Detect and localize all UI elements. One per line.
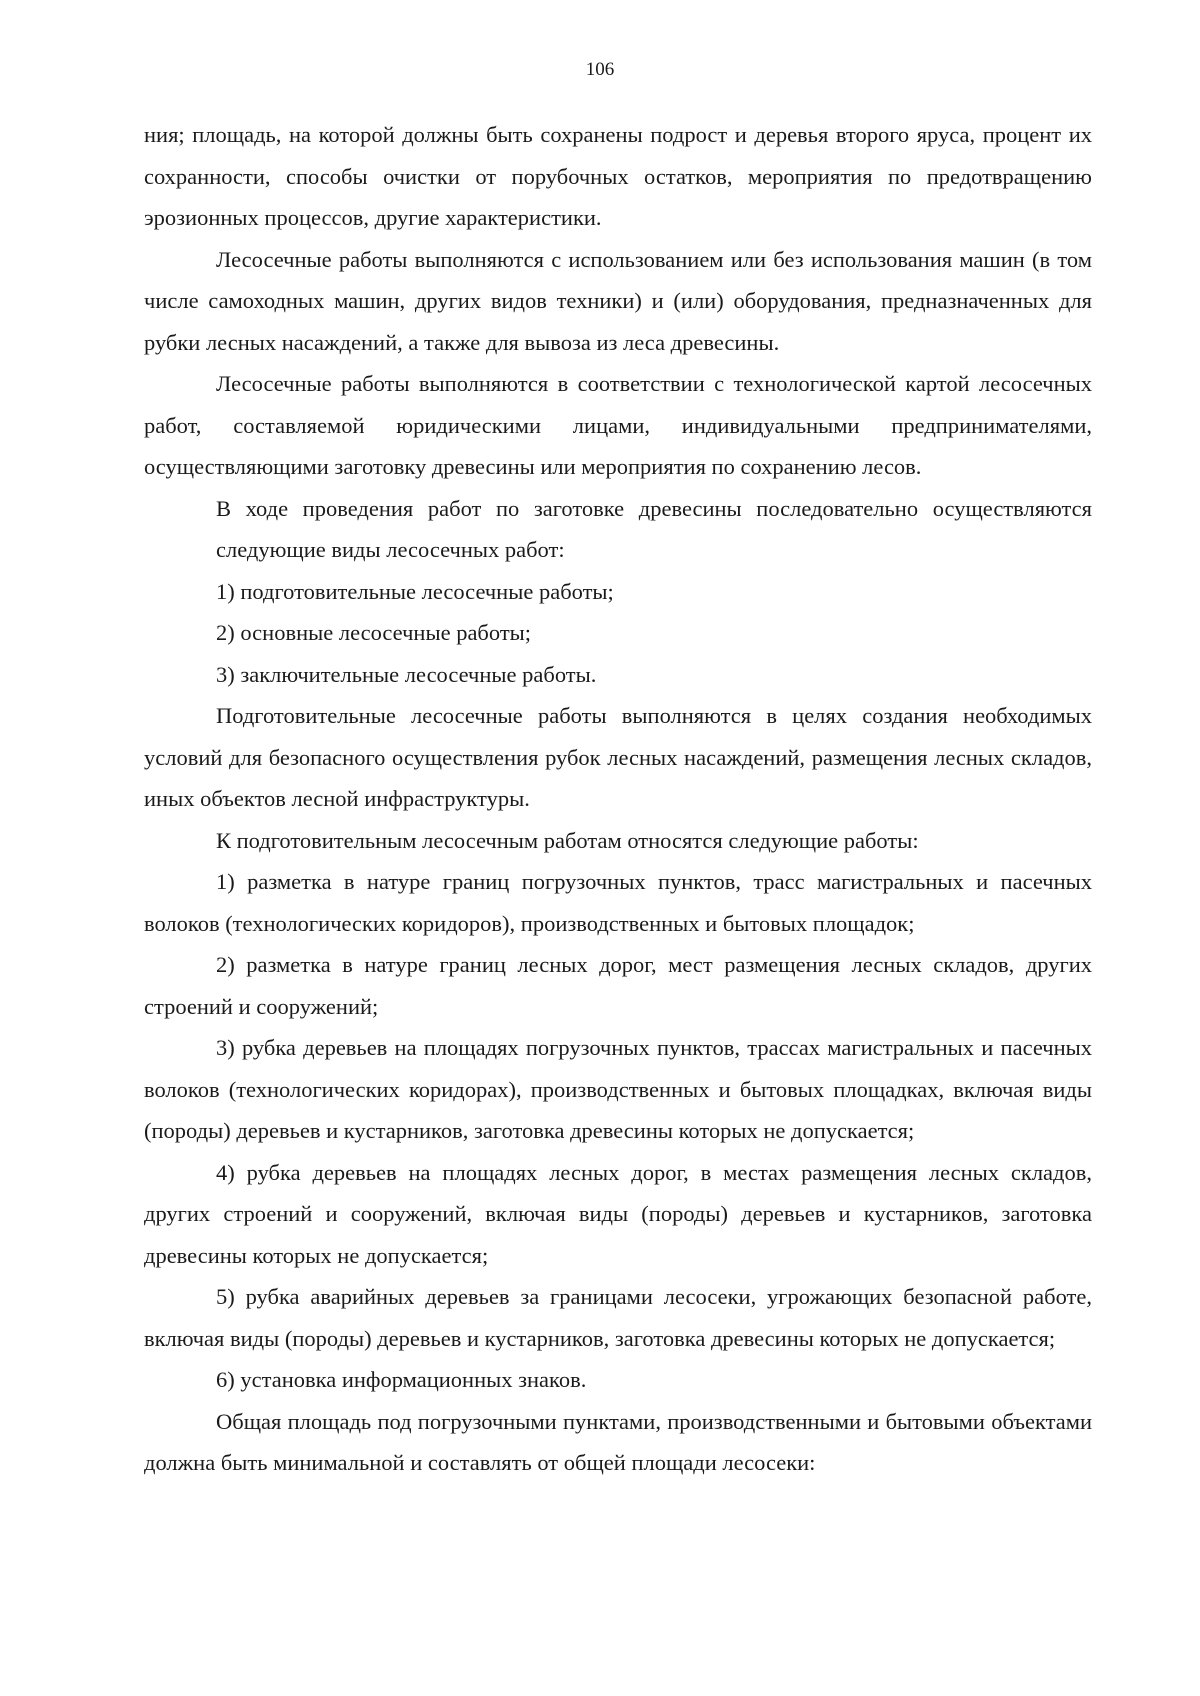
list-item-felling-roads: 4) рубка деревьев на площадях лесных дорог, в местах размещения лесных складов, других строений и сооружений, включая виды (породы) деревьев и кустарников, заготовка древесины которых не допускается; xyxy=(144,1159,1092,1268)
page-number: 106 xyxy=(585,59,615,80)
list-item-preparatory: 1) подготовительные лесосечные работы; xyxy=(216,578,614,604)
paragraph-work-types-intro: В ходе проведения работ по заготовке древесины последовательно осуществляются следующие виды лесосечных работ: xyxy=(216,495,1092,562)
paragraph-technological-map: Лесосечные работы выполняются в соответствии с технологической картой лесосечных работ, составляемой юридическими лицами, индивидуальными предпринимателями, осуществляющими заготовку древесины или мероприятия по сохранению лесов. xyxy=(144,371,1092,479)
paragraph-preparatory-purpose: Подготовительные лесосечные работы выполняются в целях создания необходимых условий для безопасного осуществления рубок лесных насаждений, размещения лесных складов, иных объектов лесной инфраструктуры. xyxy=(144,703,1092,811)
list-item-info-signs: 6) установка информационных знаков. xyxy=(216,1367,587,1392)
list-item-marking-loading-points: 1) разметка в натуре границ погрузочных пунктов, трасс магистральных и пасечных волоков (технологических коридоров), производственных и бытовых площадок; xyxy=(144,869,1092,936)
list-item-felling-hazard-trees: 5) рубка аварийных деревьев за границами лесосеки, угрожающих безопасной работе, включая виды (породы) деревьев и кустарников, заготовка древесины которых не допускается; xyxy=(144,1284,1092,1351)
list-item-final: 3) заключительные лесосечные работы. xyxy=(216,661,597,687)
list-item-main: 2) основные лесосечные работы; xyxy=(216,620,532,645)
paragraph-total-area: Общая площадь под погрузочными пунктами, производственными и бытовыми объектами должна быть минимальной и составлять от общей площади лесосеки: xyxy=(144,1408,1092,1475)
list-item-felling-loading-points: 3) рубка деревьев на площадях погрузочных пунктов, трассах магистральных и пасечных волоков (технологических коридорах), производственных и бытовых площадках, включая виды (породы) деревьев и кустарников, заготовка древесины которых не допускается; xyxy=(144,1035,1092,1143)
paragraph-continuation: ния; площадь, на которой должны быть сохранены подрост и деревья второго яруса, процент их сохранности, способы очистки от порубочных остатков, мероприятия по предотвращению эрозионных процессов, другие характеристики. xyxy=(144,122,1092,230)
paragraph-logging-machinery: Лесосечные работы выполняются с использованием или без использования машин (в том числе самоходных машин, других видов техники) и (или) оборудования, предназначенных для рубки лесных насаждений, а также для вывоза из леса древесины. xyxy=(144,246,1092,355)
list-item-marking-roads: 2) разметка в натуре границ лесных дорог, мест размещения лесных складов, других строений и сооружений; xyxy=(144,952,1092,1019)
paragraph-preparatory-list-intro: К подготовительным лесосечным работам относятся следующие работы: xyxy=(216,827,919,853)
document-body xyxy=(144,114,1092,1484)
